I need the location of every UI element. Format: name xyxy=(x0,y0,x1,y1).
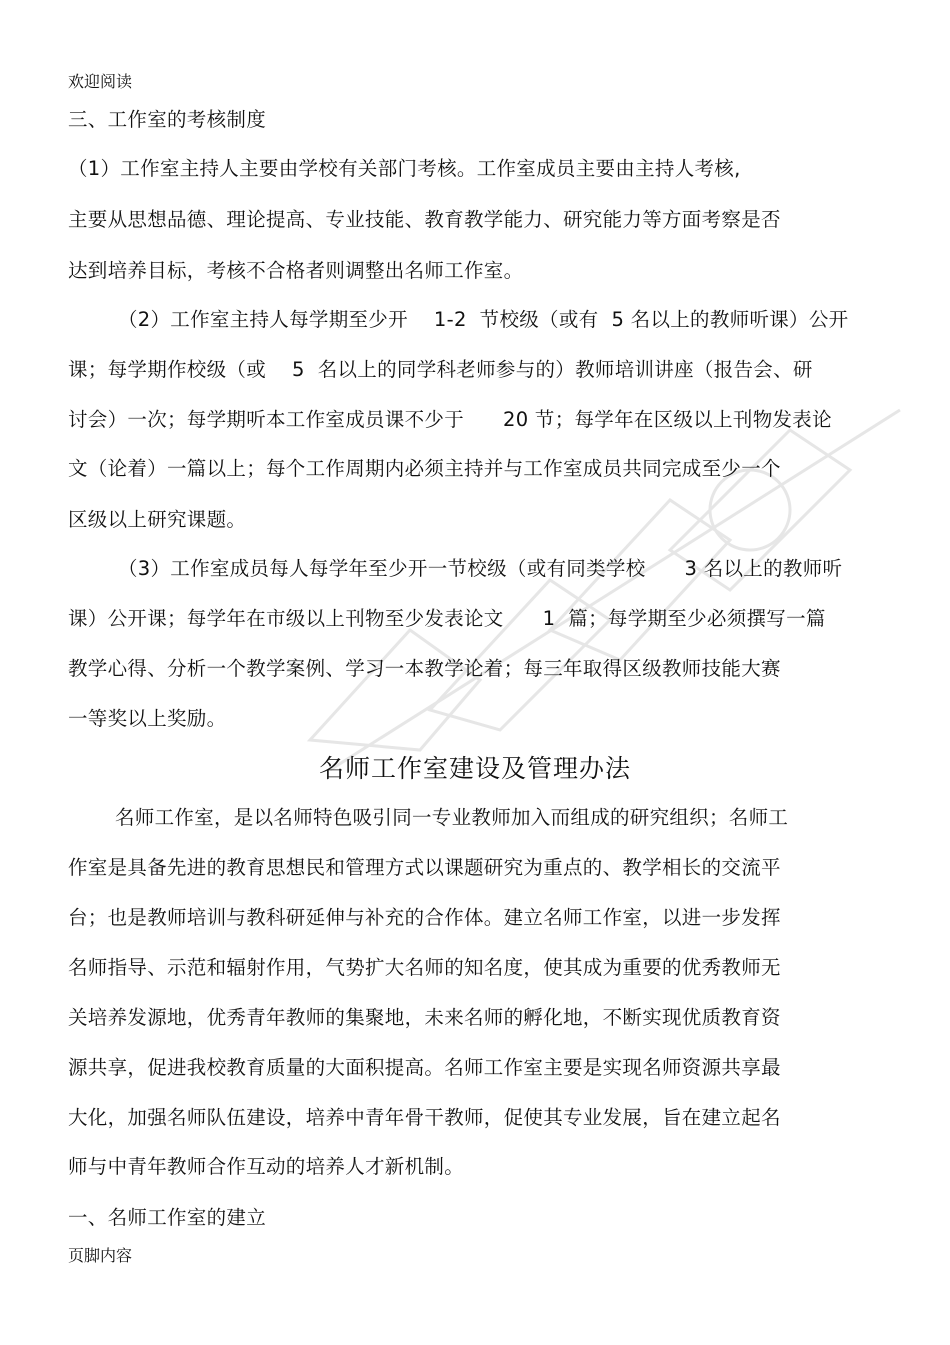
page-header: 欢迎阅读 xyxy=(68,72,133,91)
intro-line-6: 源共享，促进我校教育质量的大面积提高。名师工作室主要是实现名师资源共享最 xyxy=(68,1056,781,1079)
paragraph-2-line-2: 课；每学期作校级（或 5 名以上的同学科老师参与的）教师培训讲座（报告会、研 xyxy=(68,358,813,381)
intro-line-7: 大化，加强名师队伍建设，培养中青年骨干教师，促使其专业发展，旨在建立起名 xyxy=(68,1106,781,1129)
intro-line-3: 台；也是教师培训与教科研延伸与补充的合作体。建立名师工作室，以进一步发挥 xyxy=(68,906,781,929)
paragraph-3-line-3: 教学心得、分析一个教学案例、学习一本教学论着；每三年取得区级教师技能大赛 xyxy=(68,657,781,680)
intro-line-4: 名师指导、示范和辐射作用，气势扩大名师的知名度，使其成为重要的优秀教师无 xyxy=(68,956,781,979)
paragraph-2-line-1: （2）工作室主持人每学期至少开 1-2 节校级（或有 5 名以上的教师听课）公开 xyxy=(118,308,849,331)
paragraph-1-line-2: 主要从思想品德、理论提高、专业技能、教育教学能力、研究能力等方面考察是否 xyxy=(68,208,781,231)
paragraph-3-line-4: 一等奖以上奖励。 xyxy=(68,707,227,730)
paragraph-3-line-2: 课）公开课；每学年在市级以上刊物至少发表论文 1 篇；每学期至少必须撰写一篇 xyxy=(68,607,826,630)
intro-line-1: 名师工作室，是以名师特色吸引同一专业教师加入而组成的研究组织；名师工 xyxy=(115,806,789,829)
intro-line-2: 作室是具备先进的教育思想民和管理方式以课题研究为重点的、教学相长的交流平 xyxy=(68,856,781,879)
intro-line-5: 关培养发源地，优秀青年教师的集聚地，未来名师的孵化地，不断实现优质教育资 xyxy=(68,1006,781,1029)
paragraph-2-line-3: 讨会）一次；每学期听本工作室成员课不少于 20 节；每学年在区级以上刊物发表论 xyxy=(68,408,832,431)
section-heading-assessment: 三、工作室的考核制度 xyxy=(68,108,267,131)
paragraph-2-line-4: 文（论着）一篇以上；每个工作周期内必须主持并与工作室成员共同完成至少一个 xyxy=(68,457,781,480)
page-footer: 页脚内容 xyxy=(68,1246,133,1265)
intro-line-8: 师与中青年教师合作互动的培养人才新机制。 xyxy=(68,1155,465,1178)
paragraph-1-line-1: （1）工作室主持人主要由学校有关部门考核。工作室成员主要由主持人考核, xyxy=(68,157,741,180)
paragraph-1-line-3: 达到培养目标，考核不合格者则调整出名师工作室。 xyxy=(68,259,524,282)
section-heading-establishment: 一、名师工作室的建立 xyxy=(68,1206,267,1229)
paragraph-3-line-1: （3）工作室成员每人每学年至少开一节校级（或有同类学校 3 名以上的教师听 xyxy=(118,557,843,580)
document-title: 名师工作室建设及管理办法 xyxy=(318,754,631,783)
paragraph-2-line-5: 区级以上研究课题。 xyxy=(68,508,247,531)
